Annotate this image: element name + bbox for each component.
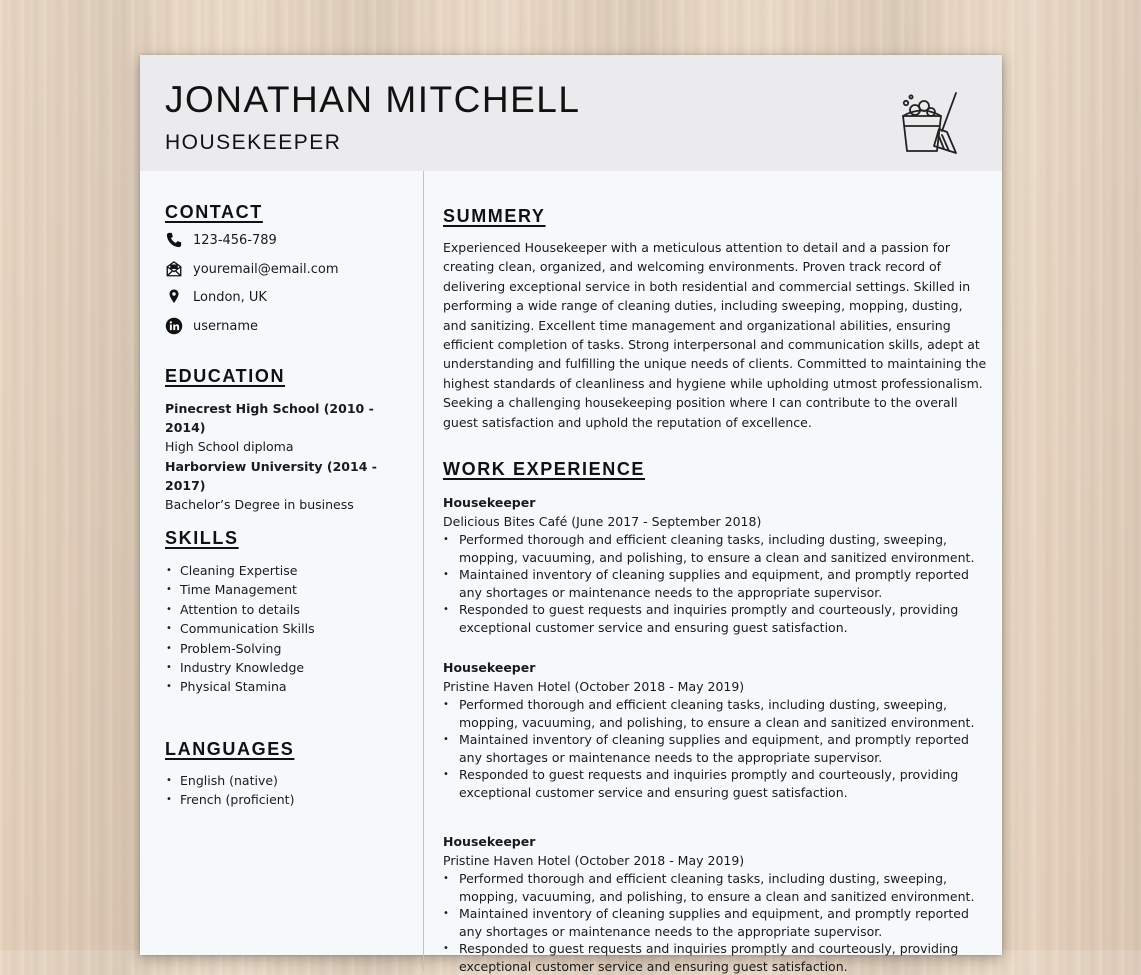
job-entry (443, 658, 988, 801)
job-bullet: • Performed thorough and efficient cleaning tasks, including dusting, sweeping, mopping, vacuuming, and polishing, to ensure a clean and sanitized environment. (443, 696, 988, 731)
contact-email-text: youremail@email.com (193, 261, 339, 277)
resume-header (140, 55, 1002, 171)
job-bullet: • Performed thorough and efficient cleaning tasks, including dusting, sweeping, mopping, vacuuming, and polishing, to ensure a clean and sanitized environment. (443, 531, 988, 566)
phone-icon (165, 231, 183, 249)
language-item: • French (proficient) (165, 790, 294, 809)
skill-item: • Attention to details (165, 600, 315, 619)
bucket-and-broom-icon (898, 91, 960, 157)
job-entry (443, 832, 988, 975)
contact-heading: CONTACT (165, 202, 263, 222)
education-school: Pinecrest High School (2010 - 2014) (165, 401, 374, 435)
contact-location-text: London, UK (193, 289, 267, 305)
job-bullet: • Performed thorough and efficient cleaning tasks, including dusting, sweeping, mopping, vacuuming, and polishing, to ensure a clean and sanitized environment. (443, 870, 988, 905)
resume-page (140, 55, 1002, 974)
skill-item: • Problem-Solving (165, 639, 315, 658)
contact-location (165, 287, 267, 307)
education-heading: EDUCATION (165, 366, 286, 386)
contact-linkedin-text: username (193, 318, 258, 334)
job-company: Pristine Haven Hotel (October 2018 - May 2019) (443, 679, 745, 694)
candidate-name: JONATHAN MITCHELL (165, 79, 581, 120)
education-school: Harborview University (2014 - 2017) (165, 459, 377, 493)
job-bullet: • Maintained inventory of cleaning supplies and equipment, and promptly reported any shortages or maintenance needs to the appropriate supervisor. (443, 905, 988, 940)
skill-item: • Communication Skills (165, 619, 315, 638)
education-degree: Bachelor’s Degree in business (165, 497, 354, 512)
candidate-title: HOUSEKEEPER (165, 131, 342, 154)
education-degree: High School diploma (165, 439, 294, 454)
envelope-icon (165, 260, 183, 278)
skills-heading: SKILLS (165, 528, 239, 548)
job-bullets (443, 531, 988, 636)
contact-email (165, 259, 339, 279)
job-company: Delicious Bites Café (June 2017 - September 2018) (443, 514, 762, 529)
languages-list (165, 771, 294, 810)
language-item: • English (native) (165, 771, 294, 790)
job-bullets (443, 870, 988, 975)
summary-text: Experienced Housekeeper with a meticulous attention to detail and a passion for creating clean, organized, and welcoming environments. Proven track record of delivering exceptional service in both residential and commercial settings. Skilled in performing a wide range of cleaning duties, including sweeping, mopping, dusting, and sanitizing. Excellent time management and organizational abilities, ensuring efficient completion of tasks. Strong interpersonal and communication skills, adept at understanding and fulfilling the unique needs of clients. Committed to maintaining the highest standards of cleanliness and hygiene while upholding utmost professionalism. Seeking a challenging housekeeping position where I can contribute to the overall guest satisfaction and uphold the reputation of excellence. (443, 240, 987, 430)
education-item (165, 457, 415, 514)
job-bullet: • Maintained inventory of cleaning supplies and equipment, and promptly reported any shortages or maintenance needs to the appropriate supervisor. (443, 731, 988, 766)
job-bullets (443, 696, 988, 801)
languages-heading: LANGUAGES (165, 739, 295, 759)
skill-item: • Time Management (165, 580, 315, 599)
summary-heading: SUMMERY (443, 206, 546, 226)
column-divider (423, 171, 424, 971)
job-bullet: • Responded to guest requests and inquiries promptly and courteously, providing exceptional customer service and ensuring guest satisfaction. (443, 601, 988, 636)
job-bullet: • Responded to guest requests and inquiries promptly and courteously, providing exceptional customer service and ensuring guest satisfaction. (443, 940, 988, 975)
location-pin-icon (165, 288, 183, 306)
skill-item: • Cleaning Expertise (165, 561, 315, 580)
skill-item: • Industry Knowledge (165, 658, 315, 677)
skills-list (165, 561, 315, 697)
skill-item: • Physical Stamina (165, 677, 315, 696)
contact-linkedin (165, 316, 258, 336)
job-entry (443, 493, 988, 636)
linkedin-icon (165, 317, 183, 335)
job-bullet: • Maintained inventory of cleaning supplies and equipment, and promptly reported any shortages or maintenance needs to the appropriate supervisor. (443, 566, 988, 601)
contact-phone (165, 230, 277, 250)
work-experience-heading: WORK EXPERIENCE (443, 459, 646, 479)
education-item (165, 399, 415, 456)
job-title: Housekeeper (443, 495, 536, 510)
job-title: Housekeeper (443, 660, 536, 675)
contact-phone-text: 123-456-789 (193, 232, 277, 248)
job-company: Pristine Haven Hotel (October 2018 - May 2019) (443, 853, 745, 868)
job-bullet: • Responded to guest requests and inquiries promptly and courteously, providing exceptional customer service and ensuring guest satisfaction. (443, 766, 988, 801)
job-title: Housekeeper (443, 834, 536, 849)
